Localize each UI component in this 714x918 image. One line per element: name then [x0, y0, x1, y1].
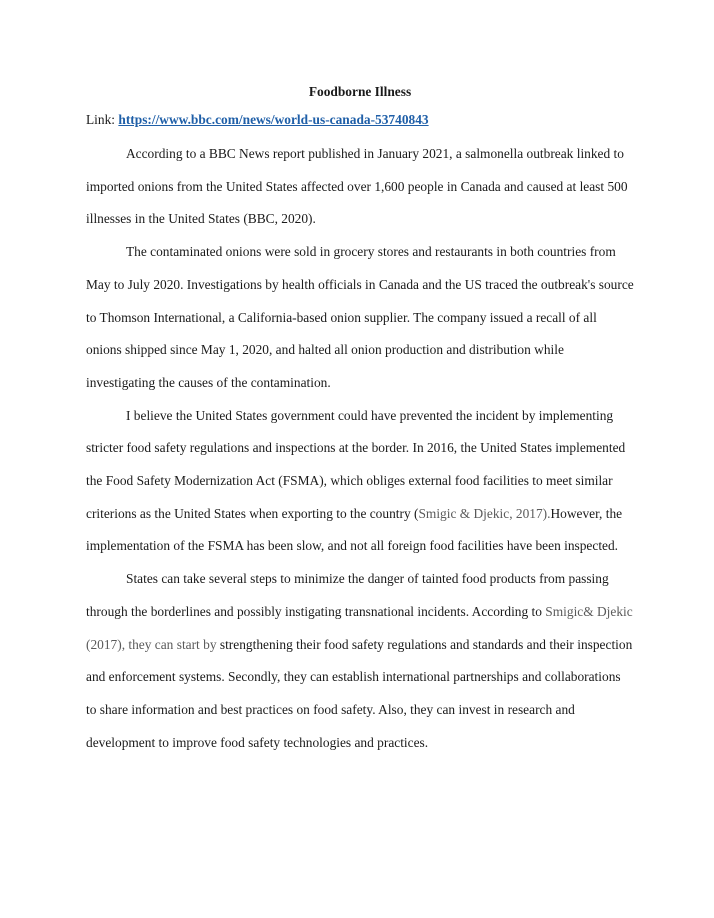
paragraph-3-text-b: However, the implementation of the FSMA has been slow, and not all foreign food facilities have been inspected. — [86, 505, 623, 554]
link-label: Link: — [86, 112, 116, 127]
paragraph-4-text-b: strengthening their food safety regulations and standards and their inspection and enforcement systems. Secondly, they can establish international partnerships and collaborations to share information and best practices on food safety. Also, they can invest in research and development to improve food safety technologies and practices. — [86, 636, 633, 750]
source-link[interactable]: https://www.bbc.com/news/world-us-canada-53740843 — [118, 112, 429, 127]
paragraph-3 — [86, 400, 634, 564]
source-link-line — [86, 110, 634, 130]
citation-smigic-djekic: Smigic & Djekic, 2017). — [418, 505, 551, 521]
paragraph-2: The contaminated onions were sold in grocery stores and restaurants in both countries from May to July 2020. Investigations by health officials in Canada and the US traced the outbreak's source to Thomson International, a California-based onion supplier. The company issued a recall of all onions shipped since May 1, 2020, and halted all onion production and distribution while investigating the causes of the contamination. — [86, 244, 634, 390]
paragraph-4 — [86, 563, 634, 759]
document-title: Foodborne Illness — [308, 84, 412, 99]
citation-smigic-djekic-2: Smigic& Djekic (2017), they can start by — [86, 603, 633, 652]
paragraph-1: According to a BBC News report published in January 2021, a salmonella outbreak linked to imported onions from the United States affected over 1,600 people in Canada and caused at least 500 illnesses in the United States (BBC, 2020). — [86, 146, 628, 227]
document-body — [86, 82, 634, 759]
paragraph-4-text-a: States can take several steps to minimize the danger of tainted food products from passing through the borderlines and possibly instigating transnational incidents. According to — [86, 571, 609, 619]
paragraph-3-text-a: I believe the United States government could have prevented the incident by implementing stricter food safety regulations and inspections at the border. In 2016, the United States implemented the Food Safety Modernization Act (FSMA), which obliges external food facilities to meet similar criterions as the United States when exporting to the country ( — [86, 407, 626, 521]
